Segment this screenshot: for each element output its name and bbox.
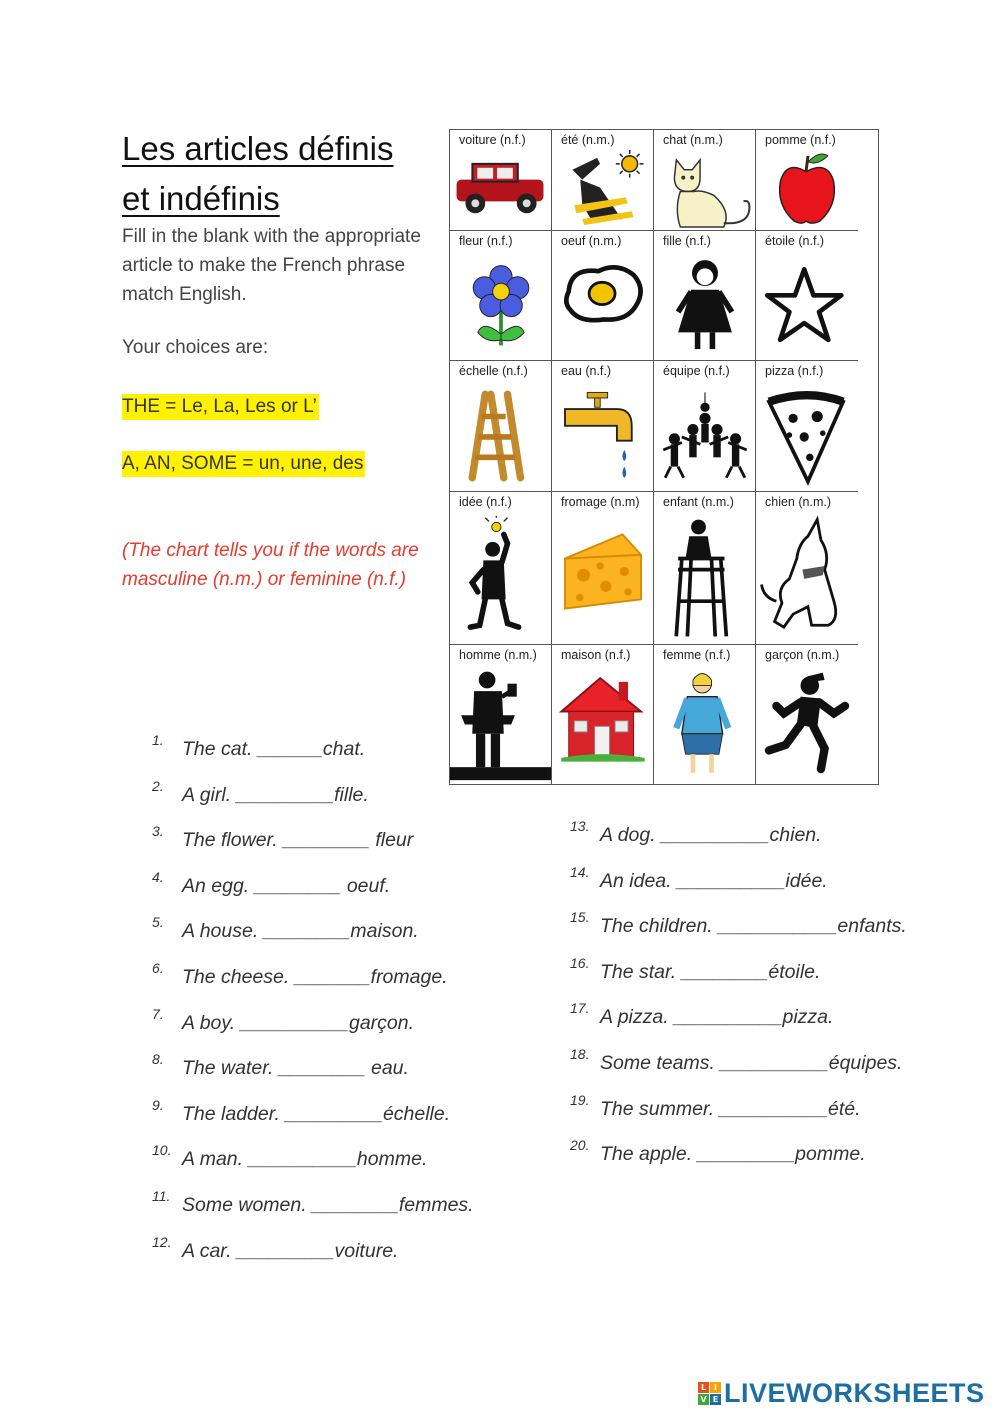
chart-cell-oeuf bbox=[552, 231, 654, 361]
chart-label: garçon (n.m.) bbox=[765, 648, 840, 662]
chart-label: homme (n.m.) bbox=[459, 648, 537, 662]
exercise-number: 9. bbox=[152, 1096, 164, 1113]
team-icon bbox=[654, 381, 756, 491]
vocabulary-chart bbox=[449, 129, 879, 785]
exercise-text[interactable]: The water. ________ eau. bbox=[182, 1057, 409, 1080]
exercise-number: 2. bbox=[152, 777, 164, 794]
title-line-1: Les articles définis bbox=[122, 130, 394, 167]
exercise-number: 6. bbox=[152, 959, 164, 976]
egg-icon bbox=[552, 251, 654, 360]
summer-sun-icon bbox=[552, 150, 654, 230]
choice-indefinite: A, AN, SOME = un, une, des bbox=[122, 451, 365, 477]
logo-letter: I bbox=[710, 1382, 721, 1393]
exercise-text[interactable]: A house. ________maison. bbox=[182, 920, 419, 943]
exercise-text[interactable]: A girl. _________fille. bbox=[182, 783, 369, 806]
chart-cell-garcon bbox=[756, 645, 858, 784]
logo-letter: L bbox=[698, 1382, 709, 1393]
star-icon bbox=[756, 251, 858, 360]
flower-icon bbox=[450, 251, 552, 360]
exercise-text[interactable]: The cat. ______chat. bbox=[182, 738, 366, 760]
house-icon bbox=[552, 665, 654, 784]
exercise-number: 7. bbox=[152, 1005, 164, 1022]
chart-cell-femme bbox=[654, 645, 756, 784]
chart-label: chien (n.m.) bbox=[765, 495, 831, 509]
exercise-text[interactable]: A car. _________voiture. bbox=[182, 1239, 399, 1262]
exercise-text[interactable]: A man. __________homme. bbox=[182, 1148, 428, 1171]
exercise-number: 13. bbox=[570, 818, 590, 834]
exercise-number: 3. bbox=[152, 823, 164, 840]
exercise-text[interactable]: Some teams. __________équipes. bbox=[600, 1051, 903, 1074]
logo-letter: E bbox=[710, 1394, 721, 1405]
woman-icon bbox=[654, 665, 756, 784]
chart-cell-eau bbox=[552, 361, 654, 492]
chart-cell-etoile bbox=[756, 231, 858, 361]
instructions: Fill in the blank with the appropriate article to make the French phrase match English. bbox=[122, 226, 421, 305]
chart-label: voiture (n.f.) bbox=[459, 133, 526, 147]
idea-icon bbox=[450, 512, 552, 644]
chart-cell-maison bbox=[552, 645, 654, 784]
brand-name: LIVEWORKSHEETS bbox=[724, 1378, 985, 1408]
water-tap-icon bbox=[552, 381, 654, 491]
chart-cell-fromage bbox=[552, 492, 654, 645]
dog-icon bbox=[756, 512, 858, 644]
chart-cell-idee bbox=[450, 492, 552, 645]
exercise-number: 11. bbox=[152, 1187, 171, 1204]
chart-cell-homme bbox=[450, 645, 552, 784]
chart-label: fleur (n.f.) bbox=[459, 234, 513, 248]
exercise-number: 1. bbox=[152, 732, 164, 748]
choices-label: Your choices are: bbox=[122, 337, 269, 358]
car-icon bbox=[450, 150, 552, 230]
chart-cell-enfant bbox=[654, 492, 756, 645]
exercise-text[interactable]: The summer. __________été. bbox=[600, 1097, 861, 1120]
chart-cell-echelle bbox=[450, 361, 552, 492]
chart-cell-pizza bbox=[756, 361, 858, 492]
exercise-number: 19. bbox=[570, 1091, 590, 1108]
chart-cell-chat bbox=[654, 130, 756, 231]
chart-label: femme (n.f.) bbox=[663, 648, 731, 662]
exercise-number: 8. bbox=[152, 1051, 164, 1068]
chart-cell-pomme bbox=[756, 130, 858, 231]
exercise-number: 10. bbox=[152, 1142, 172, 1159]
chart-label: oeuf (n.m.) bbox=[561, 234, 622, 248]
exercise-text[interactable]: Some women. ________femmes. bbox=[182, 1193, 474, 1216]
chart-cell-fille bbox=[654, 231, 756, 361]
chart-cell-voiture bbox=[450, 130, 552, 231]
exercise-text[interactable]: An idea. __________idée. bbox=[600, 869, 828, 892]
exercise-text[interactable]: An egg. ________ oeuf. bbox=[182, 874, 391, 897]
chart-label: maison (n.f.) bbox=[561, 648, 631, 662]
chart-cell-ete bbox=[552, 130, 654, 231]
logo-letter: V bbox=[698, 1394, 709, 1405]
exercise-number: 14. bbox=[570, 863, 590, 880]
chart-label: chat (n.m.) bbox=[663, 133, 723, 147]
chart-label: étoile (n.f.) bbox=[765, 234, 825, 248]
liveworksheets-logo-icon bbox=[698, 1382, 721, 1405]
apple-icon bbox=[756, 150, 858, 230]
exercise-text[interactable]: The apple. _________pomme. bbox=[600, 1143, 866, 1166]
chart-label: échelle (n.f.) bbox=[459, 364, 528, 378]
man-icon bbox=[450, 665, 552, 784]
exercise-number: 20. bbox=[570, 1137, 590, 1154]
liveworksheets-footer bbox=[698, 1378, 985, 1409]
girl-icon bbox=[654, 251, 756, 360]
chart-label: fromage (n.m) bbox=[561, 495, 640, 509]
exercise-number: 12. bbox=[152, 1233, 172, 1250]
exercise-number: 16. bbox=[570, 954, 590, 971]
chart-cell-fleur bbox=[450, 231, 552, 361]
exercise-text[interactable]: The flower. ________ fleur bbox=[182, 829, 414, 852]
chart-cell-chien bbox=[756, 492, 858, 645]
page-title bbox=[122, 124, 442, 224]
pizza-icon bbox=[756, 381, 858, 491]
exercise-text[interactable]: A boy. __________garçon. bbox=[182, 1011, 415, 1034]
exercise-number: 4. bbox=[152, 868, 164, 885]
chart-label: eau (n.f.) bbox=[561, 364, 612, 378]
chart-label: fille (n.f.) bbox=[663, 234, 711, 248]
boy-icon bbox=[756, 665, 858, 784]
exercise-number: 5. bbox=[152, 914, 164, 931]
chart-label: pomme (n.f.) bbox=[765, 133, 836, 147]
exercise-number: 18. bbox=[570, 1045, 590, 1062]
child-icon bbox=[654, 512, 756, 644]
chart-label: pizza (n.f.) bbox=[765, 364, 824, 378]
title-line-2: et indéfinis bbox=[122, 180, 280, 217]
chart-label: enfant (n.m.) bbox=[663, 495, 734, 509]
chart-label: été (n.m.) bbox=[561, 133, 615, 147]
ladder-icon bbox=[450, 381, 552, 491]
exercise-number: 17. bbox=[570, 1000, 590, 1017]
exercise-text[interactable]: The cheese. _______fromage. bbox=[182, 965, 448, 988]
exercise-text[interactable]: The ladder. _________échelle. bbox=[182, 1102, 451, 1125]
cheese-icon bbox=[552, 512, 654, 644]
choice-definite: THE = Le, La, Les or L’ bbox=[122, 394, 319, 420]
exercise-text[interactable]: The children. ___________enfants. bbox=[600, 915, 907, 938]
chart-cell-equipe bbox=[654, 361, 756, 492]
exercise-number: 15. bbox=[570, 909, 590, 926]
cat-icon bbox=[654, 150, 756, 230]
gender-note: (The chart tells you if the words are masculine (n.m.) or feminine (n.f.) bbox=[122, 540, 419, 590]
exercise-text[interactable]: The star. ________étoile. bbox=[600, 960, 821, 983]
chart-label: équipe (n.f.) bbox=[663, 364, 730, 378]
exercise-text[interactable]: A pizza. __________pizza. bbox=[600, 1006, 834, 1029]
chart-label: idée (n.f.) bbox=[459, 495, 512, 509]
exercise-text[interactable]: A dog. __________chien. bbox=[600, 824, 822, 846]
